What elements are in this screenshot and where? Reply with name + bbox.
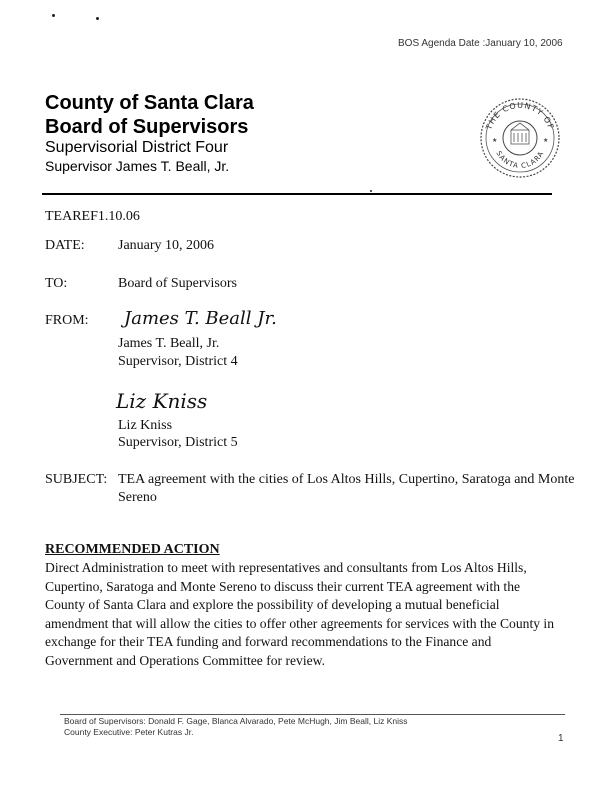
agenda-date: BOS Agenda Date :January 10, 2006 [398, 38, 563, 49]
board-name: Board of Supervisors [45, 116, 249, 138]
date-value: January 10, 2006 [118, 238, 215, 253]
reference-number: TEAREF1.10.06 [45, 209, 140, 224]
seal-bottom-text: SANTA CLARA [494, 149, 546, 171]
subject-line-2: Sereno [118, 490, 157, 505]
svg-text:★: ★ [543, 138, 549, 144]
page-number: 1 [558, 733, 564, 744]
subject-line-1: TEA agreement with the cities of Los Altos Hills, Cupertino, Saratoga and Monte [118, 472, 575, 487]
scan-speck [52, 14, 55, 17]
svg-text:★: ★ [492, 138, 498, 144]
paragraph-line: Government and Operations Committee for review. [45, 652, 325, 668]
from2-title: Supervisor, District 5 [118, 435, 238, 450]
beall-signature: James T. Beall Jr. [124, 308, 277, 329]
paragraph-line: County of Santa Clara and explore the possibility of developing a mutual beneficial [45, 597, 500, 613]
subject-label: SUBJECT: [45, 472, 108, 487]
supervisor-name: Supervisor James T. Beall, Jr. [45, 158, 230, 174]
paragraph-line: exchange for their TEA funding and forward recommendations to the Finance and [45, 634, 492, 650]
from2-name: Liz Kniss [118, 418, 173, 433]
footer-board-members: Board of Supervisors: Donald F. Gage, Blanca Alvarado, Pete McHugh, Jim Beall, Liz Kniss [64, 716, 408, 726]
date-label: DATE: [45, 238, 85, 253]
scan-speck [96, 17, 99, 20]
from1-name: James T. Beall, Jr. [118, 336, 220, 351]
from-label: FROM: [45, 313, 89, 328]
footer-rule [60, 714, 565, 715]
header-rule [42, 193, 552, 195]
seal-top-text: THE COUNTY OF [484, 100, 556, 131]
from1-title: Supervisor, District 4 [118, 354, 238, 369]
recommended-action-heading: RECOMMENDED ACTION [45, 542, 220, 557]
paragraph-line: Cupertino, Saratoga and Monte Sereno to discuss their current TEA agreement with the [45, 578, 521, 594]
footer-county-executive: County Executive: Peter Kutras Jr. [64, 727, 194, 737]
paragraph-line: Direct Administration to meet with representatives and consultants from Los Altos Hills, [45, 560, 527, 575]
district-name: Supervisorial District Four [45, 139, 229, 156]
county-seal [478, 96, 562, 180]
svg-text:THE COUNTY OF [484, 101, 556, 132]
kniss-signature: Liz Kniss [116, 389, 208, 413]
recommended-action-text [45, 559, 565, 671]
county-name: County of Santa Clara [45, 92, 254, 114]
to-label: TO: [45, 276, 68, 291]
scan-speck [370, 190, 372, 192]
to-value: Board of Supervisors [118, 276, 237, 291]
paragraph-line: amendment that will allow the cities to offer other agreements for services with the County in [45, 615, 554, 631]
